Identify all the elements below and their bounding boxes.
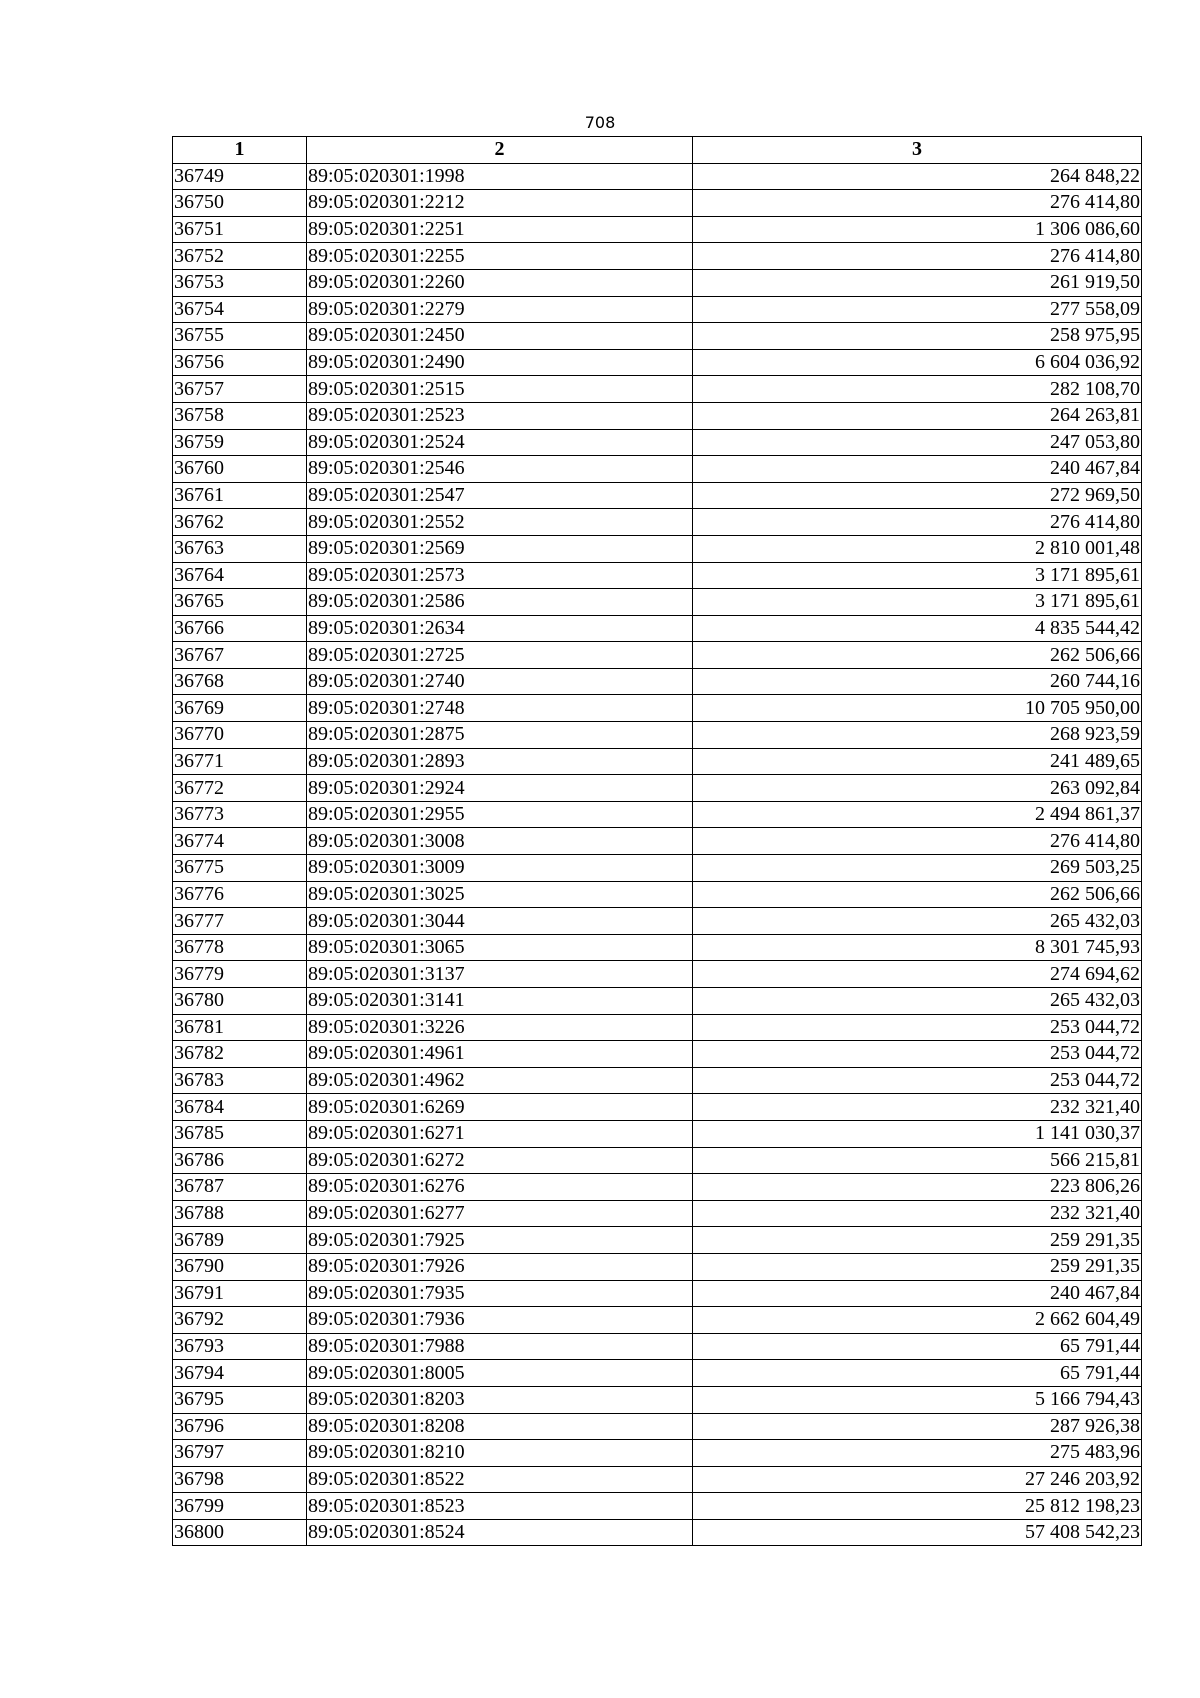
cadastral-number-cell: 89:05:020301:6272 (307, 1147, 693, 1174)
cadastral-value-cell: 65 791,44 (693, 1333, 1142, 1360)
column-header-1: 1 (173, 137, 307, 164)
cadastral-value-cell: 5 166 794,43 (693, 1386, 1142, 1413)
cadastral-number-cell: 89:05:020301:2279 (307, 296, 693, 323)
table-row (173, 562, 1142, 589)
row-number-cell: 36784 (173, 1094, 307, 1121)
cadastral-number-cell: 89:05:020301:2634 (307, 615, 693, 642)
cadastral-value-cell: 262 506,66 (693, 881, 1142, 908)
cadastral-number-cell: 89:05:020301:3226 (307, 1014, 693, 1041)
row-number-cell: 36795 (173, 1386, 307, 1413)
cadastral-value-cell: 223 806,26 (693, 1174, 1142, 1201)
cadastral-value-cell: 232 321,40 (693, 1094, 1142, 1121)
column-header-2: 2 (307, 137, 693, 164)
table-row (173, 349, 1142, 376)
row-number-cell: 36765 (173, 589, 307, 616)
row-number-cell: 36787 (173, 1174, 307, 1201)
table-row (173, 615, 1142, 642)
table-row (173, 775, 1142, 802)
cadastral-number-cell: 89:05:020301:8005 (307, 1360, 693, 1387)
row-number-cell: 36779 (173, 961, 307, 988)
row-number-cell: 36791 (173, 1280, 307, 1307)
table-row (173, 243, 1142, 270)
cadastral-number-cell: 89:05:020301:4962 (307, 1067, 693, 1094)
cadastral-value-cell: 3 171 895,61 (693, 562, 1142, 589)
cadastral-value-cell: 264 848,22 (693, 163, 1142, 190)
row-number-cell: 36777 (173, 908, 307, 935)
cadastral-value-cell: 265 432,03 (693, 908, 1142, 935)
cadastral-number-cell: 89:05:020301:2547 (307, 482, 693, 509)
cadastral-value-cell: 253 044,72 (693, 1067, 1142, 1094)
row-number-cell: 36759 (173, 429, 307, 456)
row-number-cell: 36750 (173, 190, 307, 217)
cadastral-number-cell: 89:05:020301:2586 (307, 589, 693, 616)
row-number-cell: 36780 (173, 988, 307, 1015)
row-number-cell: 36776 (173, 881, 307, 908)
row-number-cell: 36758 (173, 402, 307, 429)
cadastral-number-cell: 89:05:020301:1998 (307, 163, 693, 190)
cadastral-number-cell: 89:05:020301:2875 (307, 722, 693, 749)
table-row (173, 1227, 1142, 1254)
table-row (173, 1333, 1142, 1360)
cadastral-value-cell: 241 489,65 (693, 748, 1142, 775)
cadastral-number-cell: 89:05:020301:2740 (307, 668, 693, 695)
table-row (173, 1147, 1142, 1174)
cadastral-number-cell: 89:05:020301:3065 (307, 934, 693, 961)
table-row (173, 961, 1142, 988)
row-number-cell: 36798 (173, 1466, 307, 1493)
cadastral-number-cell: 89:05:020301:6277 (307, 1200, 693, 1227)
cadastral-number-cell: 89:05:020301:2490 (307, 349, 693, 376)
table-row (173, 402, 1142, 429)
cadastral-number-cell: 89:05:020301:7935 (307, 1280, 693, 1307)
row-number-cell: 36771 (173, 748, 307, 775)
cadastral-value-cell: 287 926,38 (693, 1413, 1142, 1440)
row-number-cell: 36749 (173, 163, 307, 190)
table-row (173, 269, 1142, 296)
cadastral-value-cell: 10 705 950,00 (693, 695, 1142, 722)
cadastral-number-cell: 89:05:020301:2251 (307, 216, 693, 243)
table-row (173, 1041, 1142, 1068)
cadastral-number-cell: 89:05:020301:2515 (307, 376, 693, 403)
cadastral-number-cell: 89:05:020301:3009 (307, 855, 693, 882)
table-row (173, 376, 1142, 403)
cadastral-value-cell: 2 494 861,37 (693, 801, 1142, 828)
table-row (173, 190, 1142, 217)
cadastral-number-cell: 89:05:020301:6276 (307, 1174, 693, 1201)
row-number-cell: 36763 (173, 535, 307, 562)
row-number-cell: 36792 (173, 1307, 307, 1334)
table-row (173, 1094, 1142, 1121)
cadastral-value-cell: 276 414,80 (693, 828, 1142, 855)
cadastral-value-cell: 276 414,80 (693, 190, 1142, 217)
table-row (173, 1200, 1142, 1227)
cadastral-value-cell: 57 408 542,23 (693, 1519, 1142, 1546)
cadastral-value-cell: 276 414,80 (693, 509, 1142, 536)
cadastral-value-cell: 1 141 030,37 (693, 1120, 1142, 1147)
cadastral-value-cell: 232 321,40 (693, 1200, 1142, 1227)
table-row (173, 1466, 1142, 1493)
row-number-cell: 36762 (173, 509, 307, 536)
table-row (173, 509, 1142, 536)
row-number-cell: 36788 (173, 1200, 307, 1227)
cadastral-value-cell: 25 812 198,23 (693, 1493, 1142, 1520)
table-row (173, 642, 1142, 669)
cadastral-number-cell: 89:05:020301:2523 (307, 402, 693, 429)
cadastral-number-cell: 89:05:020301:2573 (307, 562, 693, 589)
table-row (173, 695, 1142, 722)
cadastral-value-cell: 269 503,25 (693, 855, 1142, 882)
row-number-cell: 36768 (173, 668, 307, 695)
cadastral-number-cell: 89:05:020301:7988 (307, 1333, 693, 1360)
cadastral-value-cell: 240 467,84 (693, 456, 1142, 483)
cadastral-value-cell: 253 044,72 (693, 1014, 1142, 1041)
cadastral-number-cell: 89:05:020301:3141 (307, 988, 693, 1015)
cadastral-value-cell: 4 835 544,42 (693, 615, 1142, 642)
table-row (173, 482, 1142, 509)
table-row (173, 801, 1142, 828)
table-row (173, 934, 1142, 961)
row-number-cell: 36786 (173, 1147, 307, 1174)
row-number-cell: 36794 (173, 1360, 307, 1387)
row-number-cell: 36774 (173, 828, 307, 855)
cadastral-number-cell: 89:05:020301:2569 (307, 535, 693, 562)
cadastral-value-cell: 259 291,35 (693, 1227, 1142, 1254)
row-number-cell: 36767 (173, 642, 307, 669)
table-row (173, 1014, 1142, 1041)
cadastral-number-cell: 89:05:020301:2450 (307, 323, 693, 350)
cadastral-value-cell: 262 506,66 (693, 642, 1142, 669)
cadastral-value-cell: 277 558,09 (693, 296, 1142, 323)
cadastral-number-cell: 89:05:020301:3044 (307, 908, 693, 935)
cadastral-value-cell: 258 975,95 (693, 323, 1142, 350)
table-row (173, 323, 1142, 350)
table-row (173, 988, 1142, 1015)
cadastral-number-cell: 89:05:020301:2924 (307, 775, 693, 802)
row-number-cell: 36793 (173, 1333, 307, 1360)
cadastral-number-cell: 89:05:020301:2260 (307, 269, 693, 296)
row-number-cell: 36800 (173, 1519, 307, 1546)
table-row (173, 1174, 1142, 1201)
cadastral-value-cell: 275 483,96 (693, 1440, 1142, 1467)
cadastral-number-cell: 89:05:020301:2212 (307, 190, 693, 217)
row-number-cell: 36757 (173, 376, 307, 403)
cadastral-number-cell: 89:05:020301:6271 (307, 1120, 693, 1147)
row-number-cell: 36790 (173, 1253, 307, 1280)
row-number-cell: 36775 (173, 855, 307, 882)
row-number-cell: 36782 (173, 1041, 307, 1068)
table-row (173, 908, 1142, 935)
cadastral-number-cell: 89:05:020301:7926 (307, 1253, 693, 1280)
cadastral-value-cell: 282 108,70 (693, 376, 1142, 403)
cadastral-number-cell: 89:05:020301:2955 (307, 801, 693, 828)
cadastral-number-cell: 89:05:020301:4961 (307, 1041, 693, 1068)
cadastral-value-cell: 6 604 036,92 (693, 349, 1142, 376)
cadastral-value-cell: 65 791,44 (693, 1360, 1142, 1387)
cadastral-number-cell: 89:05:020301:2893 (307, 748, 693, 775)
row-number-cell: 36797 (173, 1440, 307, 1467)
row-number-cell: 36769 (173, 695, 307, 722)
row-number-cell: 36772 (173, 775, 307, 802)
table-row (173, 1519, 1142, 1546)
row-number-cell: 36766 (173, 615, 307, 642)
cadastral-value-cell: 261 919,50 (693, 269, 1142, 296)
row-number-cell: 36754 (173, 296, 307, 323)
cadastral-number-cell: 89:05:020301:7925 (307, 1227, 693, 1254)
row-number-cell: 36781 (173, 1014, 307, 1041)
cadastral-value-cell: 3 171 895,61 (693, 589, 1142, 616)
table-row (173, 1307, 1142, 1334)
cadastral-value-cell: 566 215,81 (693, 1147, 1142, 1174)
cadastral-value-cell: 260 744,16 (693, 668, 1142, 695)
cadastral-number-cell: 89:05:020301:8208 (307, 1413, 693, 1440)
cadastral-value-cell: 253 044,72 (693, 1041, 1142, 1068)
table-row (173, 589, 1142, 616)
cadastral-value-cell: 274 694,62 (693, 961, 1142, 988)
cadastral-value-cell: 240 467,84 (693, 1280, 1142, 1307)
cadastral-number-cell: 89:05:020301:8524 (307, 1519, 693, 1546)
table-row (173, 1386, 1142, 1413)
row-number-cell: 36764 (173, 562, 307, 589)
table-header-row (173, 137, 1142, 164)
table-row (173, 429, 1142, 456)
row-number-cell: 36789 (173, 1227, 307, 1254)
row-number-cell: 36761 (173, 482, 307, 509)
cadastral-value-cell: 276 414,80 (693, 243, 1142, 270)
cadastral-value-cell: 2 810 001,48 (693, 535, 1142, 562)
cadastral-value-cell: 263 092,84 (693, 775, 1142, 802)
table-row (173, 1413, 1142, 1440)
table-row (173, 1440, 1142, 1467)
cadastral-value-cell: 8 301 745,93 (693, 934, 1142, 961)
cadastral-number-cell: 89:05:020301:2552 (307, 509, 693, 536)
cadastral-number-cell: 89:05:020301:6269 (307, 1094, 693, 1121)
row-number-cell: 36756 (173, 349, 307, 376)
cadastral-number-cell: 89:05:020301:8522 (307, 1466, 693, 1493)
row-number-cell: 36770 (173, 722, 307, 749)
table-row (173, 535, 1142, 562)
cadastral-number-cell: 89:05:020301:7936 (307, 1307, 693, 1334)
row-number-cell: 36773 (173, 801, 307, 828)
column-header-3: 3 (693, 137, 1142, 164)
page-number: 708 (584, 113, 616, 132)
cadastral-value-cell: 265 432,03 (693, 988, 1142, 1015)
cadastral-number-cell: 89:05:020301:2255 (307, 243, 693, 270)
cadastral-number-cell: 89:05:020301:2725 (307, 642, 693, 669)
cadastral-number-cell: 89:05:020301:3137 (307, 961, 693, 988)
row-number-cell: 36751 (173, 216, 307, 243)
cadastral-value-cell: 2 662 604,49 (693, 1307, 1142, 1334)
table-row (173, 456, 1142, 483)
cadastral-number-cell: 89:05:020301:3025 (307, 881, 693, 908)
table-row (173, 722, 1142, 749)
cadastral-value-cell: 27 246 203,92 (693, 1466, 1142, 1493)
table-row (173, 1360, 1142, 1387)
cadastral-value-cell: 247 053,80 (693, 429, 1142, 456)
row-number-cell: 36778 (173, 934, 307, 961)
table-row (173, 296, 1142, 323)
table-row (173, 881, 1142, 908)
table-row (173, 828, 1142, 855)
table-row (173, 216, 1142, 243)
row-number-cell: 36753 (173, 269, 307, 296)
cadastral-value-cell: 1 306 086,60 (693, 216, 1142, 243)
row-number-cell: 36799 (173, 1493, 307, 1520)
cadastral-value-cell: 259 291,35 (693, 1253, 1142, 1280)
table-row (173, 668, 1142, 695)
table-row (173, 748, 1142, 775)
row-number-cell: 36760 (173, 456, 307, 483)
cadastral-number-cell: 89:05:020301:2524 (307, 429, 693, 456)
table-row (173, 1120, 1142, 1147)
row-number-cell: 36785 (173, 1120, 307, 1147)
cadastral-value-table (172, 136, 1142, 1546)
table-row (173, 1067, 1142, 1094)
table-row (173, 855, 1142, 882)
table-row (173, 1253, 1142, 1280)
row-number-cell: 36752 (173, 243, 307, 270)
cadastral-value-cell: 272 969,50 (693, 482, 1142, 509)
row-number-cell: 36783 (173, 1067, 307, 1094)
cadastral-number-cell: 89:05:020301:2748 (307, 695, 693, 722)
cadastral-number-cell: 89:05:020301:2546 (307, 456, 693, 483)
cadastral-number-cell: 89:05:020301:8523 (307, 1493, 693, 1520)
row-number-cell: 36755 (173, 323, 307, 350)
cadastral-value-cell: 268 923,59 (693, 722, 1142, 749)
table-row (173, 163, 1142, 190)
cadastral-value-cell: 264 263,81 (693, 402, 1142, 429)
cadastral-number-cell: 89:05:020301:3008 (307, 828, 693, 855)
cadastral-number-cell: 89:05:020301:8210 (307, 1440, 693, 1467)
table-row (173, 1280, 1142, 1307)
table-row (173, 1493, 1142, 1520)
table-body (173, 163, 1142, 1546)
row-number-cell: 36796 (173, 1413, 307, 1440)
cadastral-number-cell: 89:05:020301:8203 (307, 1386, 693, 1413)
